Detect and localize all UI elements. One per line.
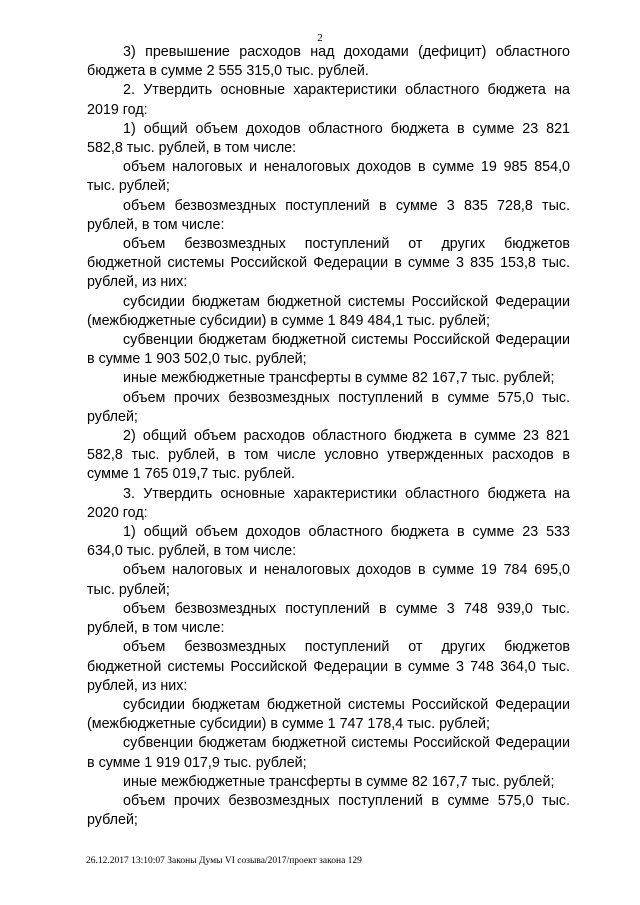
page-number: 2 [317,32,323,44]
paragraph-section-2-heading: 2. Утвердить основные характеристики областного бюджета на 2019 год: [87,82,570,118]
paragraph-2020-total-revenue: 1) общий объем доходов областного бюджета в сумме 23 533 634,0 тыс. рублей, в том числе: [87,524,570,560]
paragraph-2019-subventions: субвенции бюджетам бюджетной системы Российской Федерации в сумме 1 903 502,0 тыс. рублей; [87,332,570,368]
paragraph-2019-other-transfers: иные межбюджетные трансферты в сумме 82 167,7 тыс. рублей; [123,370,555,387]
paragraph-2020-tax-revenue: объем налоговых и неналоговых доходов в сумме 19 784 695,0 тыс. рублей; [87,562,570,598]
paragraph-2019-total-revenue: 1) общий объем доходов областного бюджета в сумме 23 821 582,8 тыс. рублей, в том числе: [87,120,570,157]
paragraph-2019-tax-revenue: объем налоговых и неналоговых доходов в сумме 19 985 854,0 тыс. рублей; [87,159,570,195]
document-body [87,43,570,830]
paragraph-section-3-heading: 3. Утвердить основные характеристики областного бюджета на 2020 год: [87,485,570,521]
paragraph-2019-gratuitous-receipts: объем безвозмездных поступлений в сумме 3 835 728,8 тыс. рублей, в том числе: [87,197,570,233]
paragraph-2020-subsidies: субсидии бюджетам бюджетной системы Российской Федерации (межбюджетные субсидии) в сумме 1 747 178,4 тыс. рублей; [87,696,570,733]
paragraph-2019-other-receipts: объем прочих безвозмездных поступлений в сумме 575,0 тыс. рублей; [87,389,570,425]
paragraph-2019-other-budgets: объем безвозмездных поступлений от других бюджетов бюджетной системы Российской Федерации в сумме 3 835 153,8 тыс. рублей, из них: [87,236,570,291]
paragraph-2019-subsidies: субсидии бюджетам бюджетной системы Российской Федерации (межбюджетные субсидии) в сумме 1 849 484,1 тыс. рублей; [87,293,570,329]
footer-file-path: 26.12.2017 13:10:07 Законы Думы VI созыва/2017/проект закона 129 [86,856,362,866]
paragraph-2020-other-transfers: иные межбюджетные трансферты в сумме 82 167,7 тыс. рублей; [123,773,555,790]
paragraph-2020-other-budgets: объем безвозмездных поступлений от других бюджетов бюджетной системы Российской Федерации в сумме 3 748 364,0 тыс. рублей, из них: [87,639,570,694]
paragraph-deficit-2018: 3) превышение расходов над доходами (дефицит) областного бюджета в сумме 2 555 315,0 тыс. рублей. [87,44,570,80]
paragraph-2019-total-expenditure: 2) общий объем расходов областного бюджета в сумме 23 821 582,8 тыс. рублей, в том числе условно утвержденных расходов в сумме 1 765 019,7 тыс. рублей. [87,428,570,483]
paragraph-2020-gratuitous-receipts: объем безвозмездных поступлений в сумме 3 748 939,0 тыс. рублей, в том числе: [87,600,570,637]
paragraph-2020-other-receipts: объем прочих безвозмездных поступлений в сумме 575,0 тыс. рублей; [87,792,570,829]
paragraph-2020-subventions: субвенции бюджетам бюджетной системы Российской Федерации в сумме 1 919 017,9 тыс. рублей; [87,735,570,771]
